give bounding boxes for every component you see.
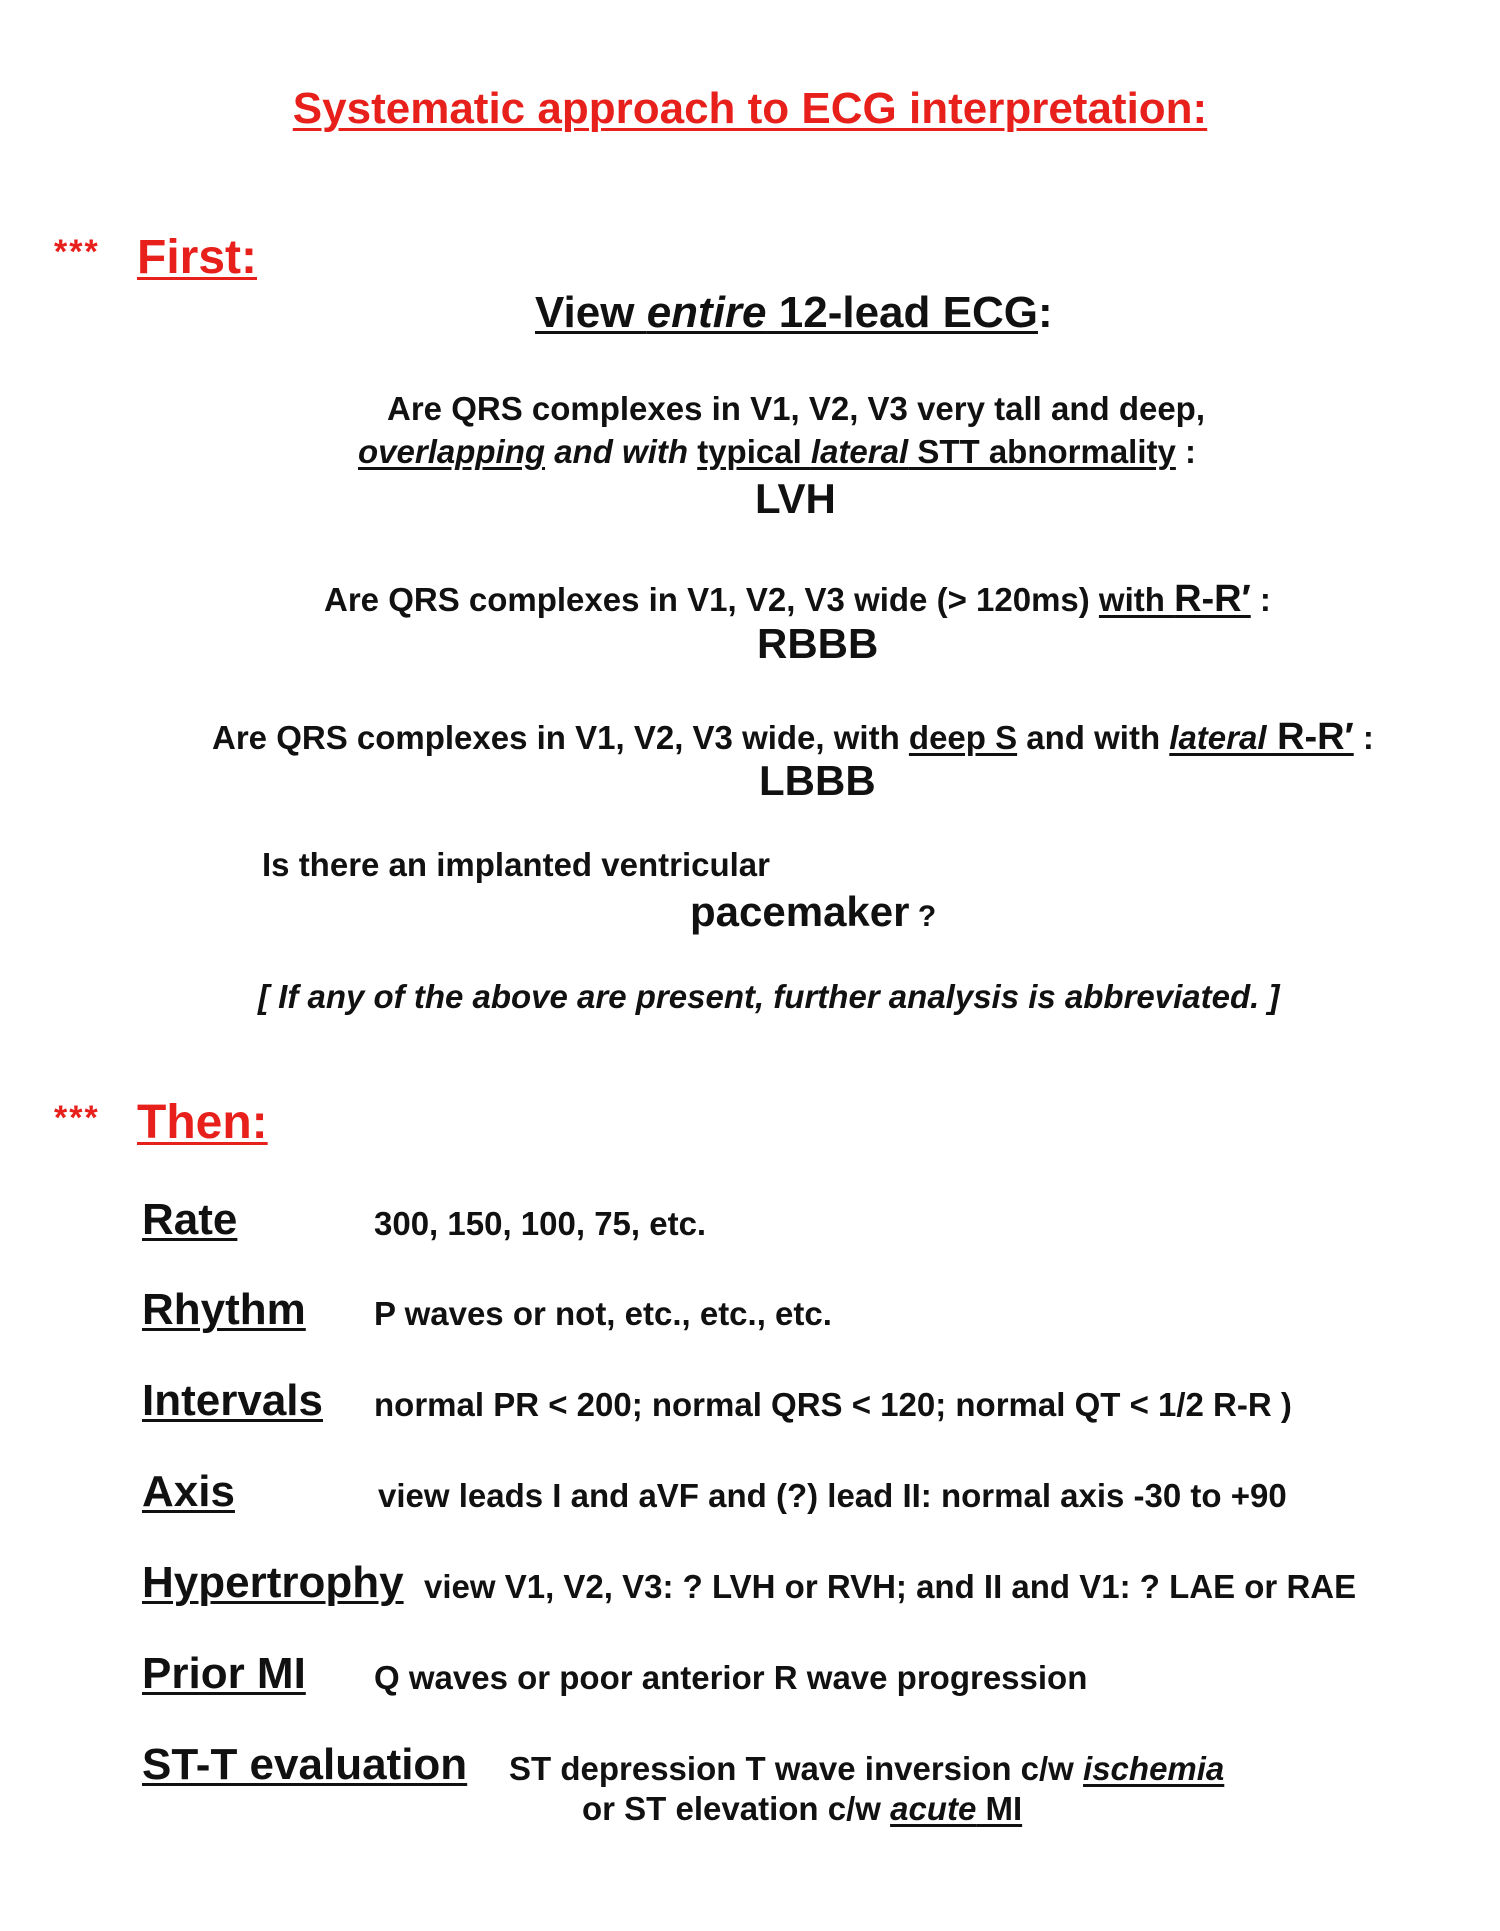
rbbb-question: Are QRS complexes in V1, V2, V3 wide (> 120ms) with R-R′ :	[324, 578, 1271, 620]
first-stars: ***	[54, 233, 100, 271]
then-stars: ***	[54, 1099, 100, 1137]
rhythm-description: P waves or not, etc., etc., etc.	[374, 1295, 832, 1332]
view-ecg-heading: View entire 12-lead ECG:	[535, 288, 1053, 337]
pacemaker-question: Is there an implanted ventricular	[262, 846, 770, 883]
lvh-question-line1: Are QRS complexes in V1, V2, V3 very tall and deep,	[387, 390, 1206, 427]
stt-evaluation-label: ST-T evaluation	[142, 1740, 468, 1789]
first-heading: First:	[137, 231, 257, 284]
lbbb-question: Are QRS complexes in V1, V2, V3 wide, with deep S and with lateral R-R′ :	[212, 716, 1374, 758]
then-heading: Then:	[137, 1096, 268, 1149]
pacemaker-word: pacemaker ?	[690, 888, 937, 935]
prior-mi-description: Q waves or poor anterior R wave progression	[374, 1659, 1088, 1696]
hypertrophy-label: Hypertrophy	[142, 1558, 404, 1607]
axis-description: view leads I and aVF and (?) lead II: normal axis -30 to +90	[378, 1477, 1287, 1514]
axis-label: Axis	[142, 1467, 235, 1516]
rbbb-result: RBBB	[757, 620, 879, 667]
rate-description: 300, 150, 100, 75, etc.	[374, 1205, 707, 1242]
intervals-description: normal PR < 200; normal QRS < 120; normal QT < 1/2 R-R )	[374, 1386, 1292, 1423]
lbbb-result: LBBB	[759, 757, 876, 804]
prior-mi-label: Prior MI	[142, 1649, 306, 1698]
stt-description-line1: ST depression T wave inversion c/w ischemia	[509, 1750, 1225, 1787]
intervals-label: Intervals	[142, 1376, 323, 1425]
hypertrophy-description: view V1, V2, V3: ? LVH or RVH; and II and V1: ? LAE or RAE	[424, 1568, 1357, 1605]
page-title: Systematic approach to ECG interpretation:	[292, 84, 1208, 133]
rate-label: Rate	[142, 1195, 238, 1244]
abbreviation-note: [ If any of the above are present, further analysis is abbreviated. ]	[258, 978, 1280, 1015]
rhythm-label: Rhythm	[142, 1285, 306, 1334]
lvh-result: LVH	[755, 475, 836, 522]
lvh-question-line2: overlapping and with typical lateral STT abnormality :	[358, 433, 1197, 470]
stt-description-line2: or ST elevation c/w acute MI	[582, 1790, 1023, 1827]
